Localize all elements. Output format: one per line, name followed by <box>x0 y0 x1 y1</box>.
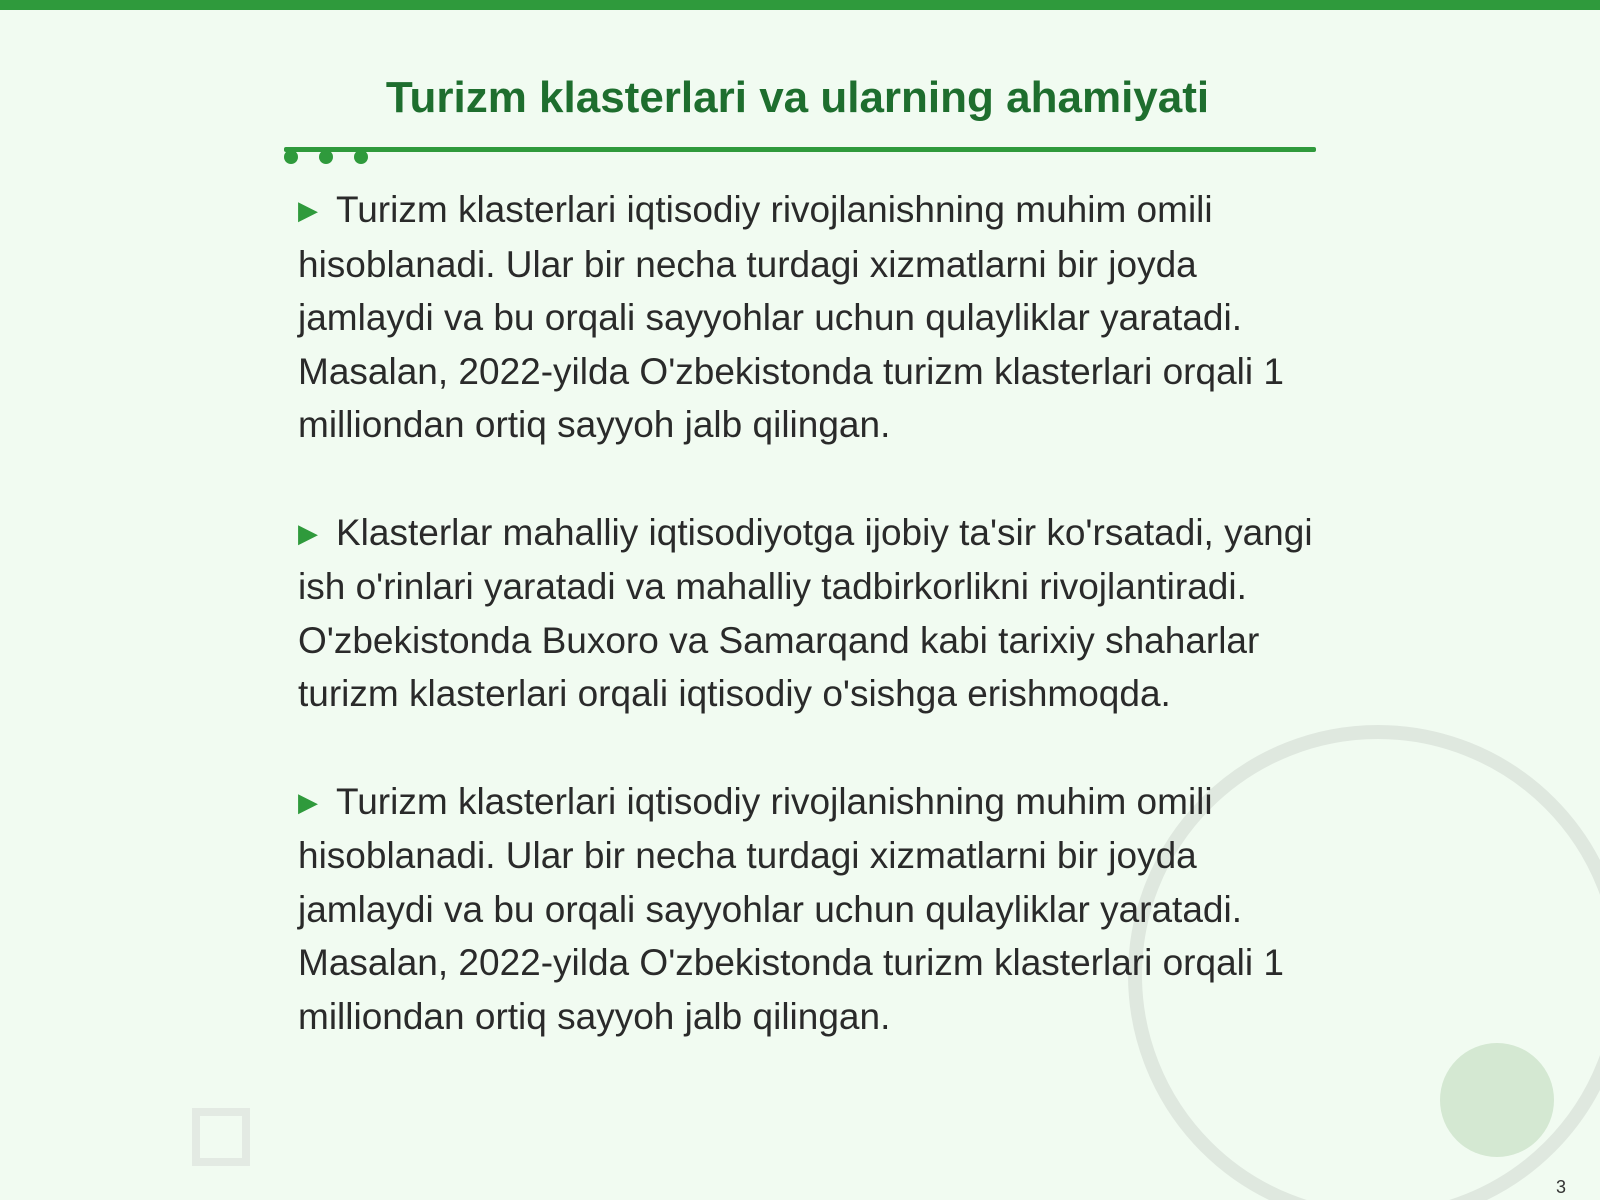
bullet-item <box>298 775 1318 1044</box>
bullet-text: Klasterlar mahalliy iqtisodiyotga ijobiy ta'sir ko'rsatadi, yangi ish o'rinlari yaratadi va mahalliy tadbirkorlikni rivojlantiradi. O'zbekistonda Buxoro va Samarqand kabi tarixiy shaharlar turizm klasterlari orqali iqtisodiy o'sishga erishmoqda. <box>298 511 1313 714</box>
bullet-text: Turizm klasterlari iqtisodiy rivojlanishning muhim omili hisoblanadi. Ular bir necha turdagi xizmatlarni bir joyda jamlaydi va bu orqali sayyohlar uchun qulayliklar yaratadi. Masalan, 2022-yilda O'zbekistonda turizm klasterlari orqali 1 milliondan ortiq sayyoh jalb qilingan. <box>298 780 1284 1037</box>
page-number: 3 <box>1555 1177 1566 1197</box>
bullet-text: Turizm klasterlari iqtisodiy rivojlanishning muhim omili hisoblanadi. Ular bir necha turdagi xizmatlarni bir joyda jamlaydi va bu orqali sayyohlar uchun qulayliklar yaratadi. Masalan, 2022-yilda O'zbekistonda turizm klasterlari orqali 1 milliondan ortiq sayyoh jalb qilingan. <box>298 189 1284 445</box>
decorative-disc <box>1440 1043 1554 1157</box>
slide-title: Turizm klasterlari va ularning ahamiyati <box>385 73 1210 122</box>
title-dot-1 <box>284 150 298 164</box>
bullet-item <box>298 183 1318 452</box>
triangle-right-icon: ▶ <box>298 517 318 548</box>
bullet-list <box>298 183 1318 1097</box>
title-dot-3 <box>354 150 368 164</box>
triangle-right-icon: ▶ <box>298 786 318 817</box>
top-accent-bar <box>0 0 1600 10</box>
decorative-square <box>196 1112 246 1162</box>
title-underline <box>284 147 1316 152</box>
bullet-item <box>298 506 1318 721</box>
title-dot-2 <box>319 150 333 164</box>
triangle-right-icon: ▶ <box>298 195 318 225</box>
